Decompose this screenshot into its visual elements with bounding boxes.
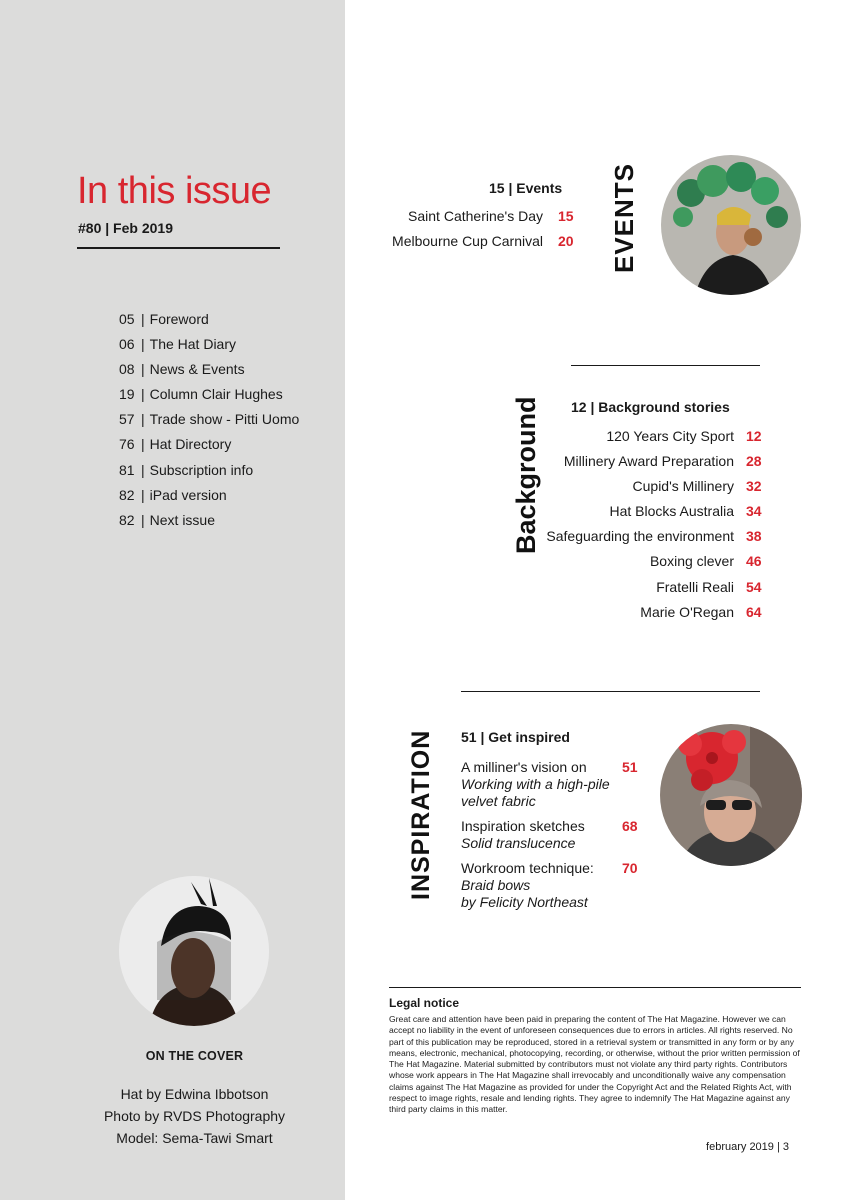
- background-item-title: Cupid's Millinery: [632, 478, 734, 495]
- divider: [389, 987, 801, 988]
- inspiration-item-subtitle: by Felicity Northeast: [461, 894, 588, 910]
- events-item-page: 15: [558, 208, 574, 224]
- background-item-title: Safeguarding the environment: [546, 528, 734, 545]
- divider: [77, 247, 280, 249]
- toc-separator: |: [141, 411, 145, 428]
- background-item-page: 64: [746, 603, 762, 620]
- toc-separator: |: [141, 486, 145, 503]
- background-item[interactable]: [503, 478, 763, 503]
- toc-item[interactable]: [119, 435, 299, 460]
- inspiration-item[interactable]: [461, 818, 641, 852]
- toc-label: Trade show - Pitti Uomo: [149, 411, 300, 428]
- toc-label: iPad version: [149, 486, 227, 503]
- background-item[interactable]: [503, 553, 763, 578]
- background-heading: 12 | Background stories: [571, 399, 730, 415]
- toc-item[interactable]: [119, 360, 299, 385]
- legal-text: Great care and attention have been paid in preparing the content of The Hat Magazine. However we can accept no liability in the event of unforeseen consequences due to errors in articles. All rights reserved. No part of this publication may be reproduced, stored in a retrieval system or transmitted in any form or by any means, electronic, mechanical, photocopying, recording, or otherwise, without the prior written permission of The Hat Magazine. Material submitted by contributors must not violate any third party rights. Contributors whose work appears in The Hat Magazine shall irrevocably and unconditionally waive any compensation claims against The Hat Magazine as provided for under the Copyright Act and the Related Rights Act, with respect to image rights, resale and lending rights. They agree to indemnify The Hat Magazine against any third party claims in this matter.: [389, 1014, 800, 1115]
- cover-heading: ON THE COVER: [145, 1049, 244, 1063]
- events-item[interactable]: [355, 208, 585, 233]
- page-title: In this issue: [77, 170, 272, 212]
- toc-page: 08: [119, 361, 135, 378]
- background-item[interactable]: [503, 579, 763, 604]
- background-item[interactable]: [503, 428, 763, 453]
- inspiration-item-subtitle: Solid translucence: [461, 835, 576, 851]
- issue-number: #80 | Feb 2019: [78, 220, 173, 236]
- background-item-title: Marie O'Regan: [640, 603, 734, 620]
- sidebar: [0, 0, 345, 1200]
- inspiration-item[interactable]: [461, 860, 641, 911]
- events-photo: [661, 155, 801, 295]
- background-item[interactable]: [503, 453, 763, 478]
- background-item-page: 38: [746, 528, 762, 545]
- toc-label: Column Clair Hughes: [149, 386, 283, 403]
- background-item-page: 46: [746, 553, 762, 570]
- background-list: [503, 428, 763, 629]
- toc-page: 19: [119, 386, 135, 403]
- toc-separator: |: [141, 361, 145, 378]
- background-item-title: Millinery Award Preparation: [563, 453, 734, 470]
- toc-item[interactable]: [119, 335, 299, 360]
- inspiration-item-subtitle: Braid bows: [461, 877, 531, 893]
- toc-item[interactable]: [119, 511, 299, 536]
- events-item-page: 20: [558, 233, 574, 249]
- inspiration-list: [461, 759, 641, 919]
- events-item[interactable]: [355, 233, 585, 258]
- inspiration-item-title: A milliner's vision on: [461, 759, 587, 775]
- toc-separator: |: [141, 461, 145, 478]
- events-vertical-label: EVENTS: [609, 162, 639, 273]
- cover-credits: [0, 1083, 389, 1149]
- page-footer: february 2019 | 3: [706, 1141, 789, 1153]
- background-item-title: Boxing clever: [649, 553, 734, 570]
- legal-heading: Legal notice: [389, 996, 460, 1010]
- inspiration-photo: [660, 724, 802, 866]
- cover-credit-line: Photo by RVDS Photography: [103, 1108, 286, 1124]
- events-item-title: Melbourne Cup Carnival: [392, 233, 543, 249]
- toc-page: 57: [119, 411, 135, 428]
- inspiration-item-page: 68: [622, 818, 638, 834]
- background-item-title: Fratelli Reali: [656, 578, 734, 595]
- toc-page: 06: [119, 336, 135, 353]
- toc-label: The Hat Diary: [149, 336, 236, 353]
- toc-separator: |: [141, 386, 145, 403]
- divider: [461, 691, 760, 692]
- events-list: [355, 208, 585, 258]
- toc-page: 81: [119, 461, 135, 478]
- toc-item[interactable]: [119, 486, 299, 511]
- toc-label: Subscription info: [149, 461, 254, 478]
- toc-page: 82: [119, 486, 135, 503]
- background-item-page: 54: [746, 578, 762, 595]
- background-item-page: 32: [746, 478, 762, 495]
- background-item[interactable]: [503, 604, 763, 629]
- toc-item[interactable]: [119, 310, 299, 335]
- toc-label: Next issue: [149, 511, 215, 528]
- background-item[interactable]: [503, 528, 763, 553]
- background-vertical-label: Background: [511, 396, 541, 554]
- toc-list: [119, 310, 299, 536]
- inspiration-vertical-label: INSPIRATION: [407, 729, 435, 900]
- inspiration-item-page: 70: [622, 860, 638, 876]
- background-item-page: 28: [746, 453, 762, 470]
- toc-separator: |: [141, 311, 145, 327]
- toc-item[interactable]: [119, 461, 299, 486]
- background-item-title: Hat Blocks Australia: [609, 503, 734, 520]
- background-item-title: 120 Years City Sport: [606, 428, 734, 444]
- toc-separator: |: [141, 511, 145, 528]
- events-heading: 15 | Events: [489, 180, 563, 196]
- toc-item[interactable]: [119, 385, 299, 410]
- inspiration-item-title: Workroom technique:: [461, 860, 594, 876]
- cover-credit-line: Hat by Edwina Ibbotson: [120, 1086, 269, 1102]
- toc-page: 76: [119, 436, 135, 453]
- inspiration-item-subtitle: velvet fabric: [461, 793, 536, 809]
- toc-separator: |: [141, 336, 145, 353]
- inspiration-heading: 51 | Get inspired: [461, 729, 570, 745]
- toc-separator: |: [141, 436, 145, 453]
- divider: [571, 365, 760, 366]
- inspiration-item-subtitle: Working with a high-pile: [461, 776, 610, 792]
- inspiration-item[interactable]: [461, 759, 641, 810]
- events-item-title: Saint Catherine's Day: [408, 208, 543, 224]
- background-item-page: 34: [746, 503, 762, 520]
- background-item[interactable]: [503, 503, 763, 528]
- toc-label: News & Events: [149, 361, 245, 378]
- toc-label: Foreword: [149, 311, 209, 327]
- cover-photo: [119, 876, 269, 1026]
- toc-page: 82: [119, 511, 135, 528]
- cover-credit-line: Model: Sema-Tawi Smart: [116, 1130, 273, 1146]
- toc-page: 05: [119, 311, 135, 327]
- toc-item[interactable]: [119, 410, 299, 435]
- inspiration-item-page: 51: [622, 759, 638, 775]
- background-item-page: 12: [746, 428, 762, 444]
- toc-label: Hat Directory: [149, 436, 232, 453]
- inspiration-item-title: Inspiration sketches: [461, 818, 585, 834]
